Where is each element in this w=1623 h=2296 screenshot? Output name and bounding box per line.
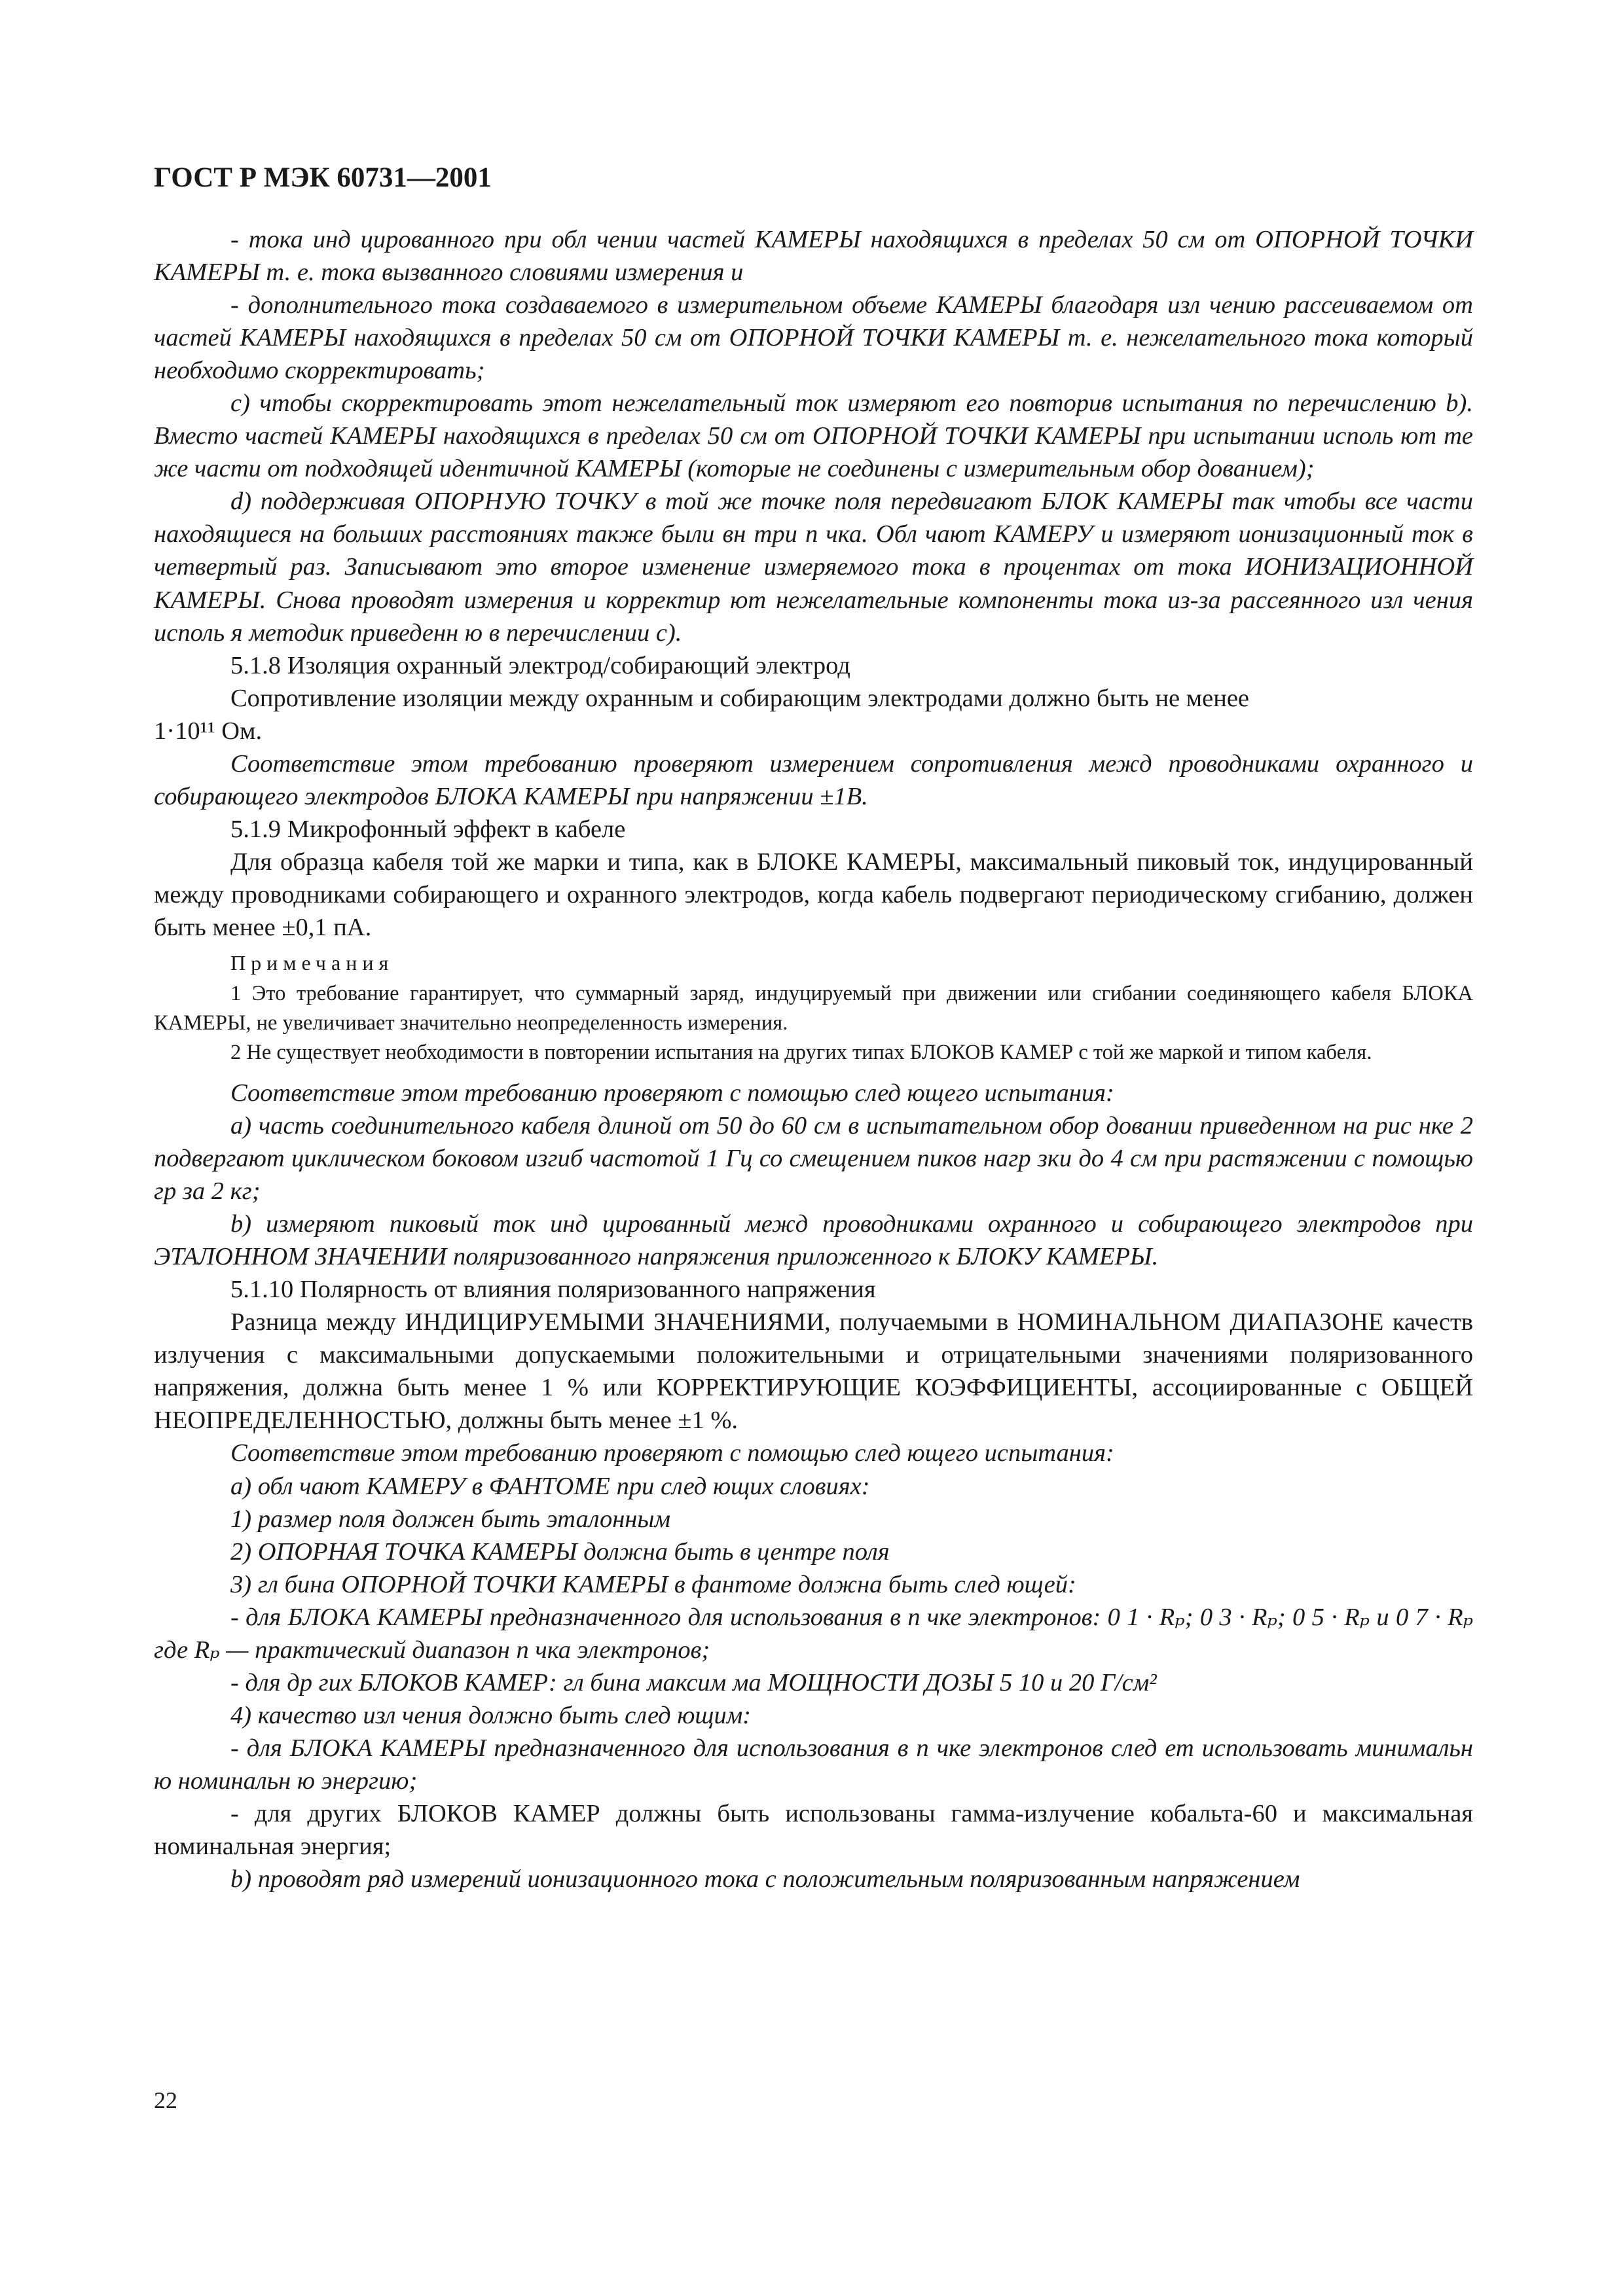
paragraph: - тока инд цированного при обл чении частей КАМЕРЫ находящихся в пределах 50 см от ОПОРНОЙ ТОЧКИ КАМЕРЫ т. е. тока вызванного словиями измерения и [154, 226, 1473, 287]
paragraph: d) поддерживая ОПОРНУЮ ТОЧКУ в той же точке поля передвигают БЛОК КАМЕРЫ так чтобы все части находящиеся на больших расстояниях также были вн три п чка. Обл чают КАМЕРУ и измеряют ионизационный ток в четвертый раз. Записывают это второе изменение измеряемого тока в процентах от тока ИОНИЗАЦИОННОЙ КАМЕРЫ. Снова проводят измерения и корректир ют нежелательные компоненты тока из-за рассеянного изл чения исполь я методик приведенн ю в перечислении c). [154, 488, 1473, 647]
paragraph: - дополнительного тока создаваемого в измерительном объеме КАМЕРЫ благодаря изл чению рассеиваемом от частей КАМЕРЫ находящихся в пределах 50 см от ОПОРНОЙ ТОЧКИ КАМЕРЫ т. е. нежелательного тока который необходимо скорректировать; [154, 291, 1473, 385]
section-heading: 5.1.10 Полярность от влияния поляризованного напряжения [230, 1276, 876, 1304]
paragraph: - для других БЛОКОВ КАМЕР должны быть использованы гамма-излучение кобальта-60 и максимальная номинальная энергия; [154, 1799, 1473, 1861]
paragraph: Соответствие этом требованию проверяют с помощью след ющего испытания: [230, 1439, 1114, 1467]
paragraph: 1·10¹¹ Ом. [154, 717, 263, 745]
section-heading: 5.1.8 Изоляция охранный электрод/собирающий электрод [230, 651, 850, 679]
paragraph: Соответствие этом требованию проверяют измерением сопротивления межд проводниками охранного и собирающего электродов БЛОКА КАМЕРЫ при напряжении ±1В. [154, 749, 1473, 810]
page-number: 22 [154, 2087, 177, 2113]
paragraph: b) проводят ряд измерений ионизационного тока с положительным поляризованным напряжением [230, 1865, 1300, 1893]
paragraph: - для БЛОКА КАМЕРЫ предназначенного для использования в п чке электронов: 0 1 · Rₚ; 0 3 · Rₚ; 0 5 · Rₚ и 0 7 · Rₚ где Rₚ — практический диапазон п чка электронов; [154, 1603, 1473, 1664]
document-page [154, 164, 1473, 1895]
paragraph: Для образца кабеля той же марки и типа, как в БЛОКЕ КАМЕРЫ, максимальный пиковый ток, индуцированный между проводниками собирающего и охранного электродов, когда кабель подвергают периодическому сгибанию, должен быть менее ±0,1 пА. [154, 848, 1473, 941]
paragraph: Разница между ИНДИЦИРУЕМЫМИ ЗНАЧЕНИЯМИ, получаемыми в НОМИНАЛЬНОМ ДИАПАЗОНЕ качеств излучения с максимальными допускаемыми положительными и отрицательными значениями поляризованного напряжения, должна быть менее 1 % или КОРРЕКТИРУЮЩИЕ КОЭФФИЦИЕНТЫ, ассоциированные с ОБЩЕЙ НЕОПРЕДЕЛЕННОСТЬЮ, должны быть менее ±1 %. [154, 1308, 1473, 1435]
paragraph: Соответствие этом требованию проверяют с помощью след ющего испытания: [230, 1079, 1114, 1107]
paragraph: b) измеряют пиковый ток инд цированный межд проводниками охранного и собирающего электродов при ЭТАЛОННОМ ЗНАЧЕНИИ поляризованного напряжения приложенного к БЛОКУ КАМЕРЫ. [154, 1210, 1473, 1271]
note-item: 1 Это требование гарантирует, что суммарный заряд, индуцируемый при движении или сгибании соединяющего кабеля БЛОКА КАМЕРЫ, не увеличивает значительно неопределенность измерения. [154, 982, 1473, 1035]
note-item: 2 Не существует необходимости в повторении испытания на других типах БЛОКОВ КАМЕР с той же маркой и типом кабеля. [230, 1041, 1372, 1065]
paragraph: 4) качество изл чения должно быть след ющим: [230, 1701, 752, 1729]
paragraph: c) чтобы скорректировать этот нежелательный ток измеряют его повторив испытания по перечислению b). Вместо частей КАМЕРЫ находящихся в пределах 50 см от ОПОРНОЙ ТОЧКИ КАМЕРЫ при испытании исполь ют те же части от подходящей идентичной КАМЕРЫ (которые не соединены с измерительным обор дованием); [154, 389, 1473, 483]
body-part-2 [154, 1077, 1473, 1895]
paragraph: - для др гих БЛОКОВ КАМЕР: гл бина максим ма МОЩНОСТИ ДОЗЫ 5 10 и 20 Г/см² [230, 1668, 1157, 1696]
body-part-1 [154, 223, 1473, 944]
paragraph: a) обл чают КАМЕРУ в ФАНТОМЕ при след ющих словиях: [230, 1472, 870, 1500]
paragraph: a) часть соединительного кабеля длиной от 50 до 60 см в испытательном обор довании приведенном на рис нке 2 подвергают циклическом боковом изгиб частотой 1 Гц со смещением пиков нагр зки до 4 см при растяжении с помощью гр за 2 кг; [154, 1112, 1473, 1206]
paragraph: 2) ОПОРНАЯ ТОЧКА КАМЕРЫ должна быть в центре поля [230, 1537, 890, 1566]
paragraph: 1) размер поля должен быть эталонным [230, 1505, 671, 1533]
paragraph: 3) гл бина ОПОРНОЙ ТОЧКИ КАМЕРЫ в фантоме должна быть след ющей: [230, 1570, 1076, 1598]
notes-title: Примечания [230, 951, 394, 975]
paragraph: - для БЛОКА КАМЕРЫ предназначенного для использования в п чке электронов след ет использовать минимальн ю номинальн ю энергию; [154, 1734, 1473, 1795]
paragraph: Сопротивление изоляции между охранным и собирающим электродами должно быть не менее [230, 684, 1249, 712]
section-heading: 5.1.9 Микрофонный эффект в кабеле [230, 815, 626, 843]
document-header: ГОСТ Р МЭК 60731—2001 [154, 162, 492, 193]
